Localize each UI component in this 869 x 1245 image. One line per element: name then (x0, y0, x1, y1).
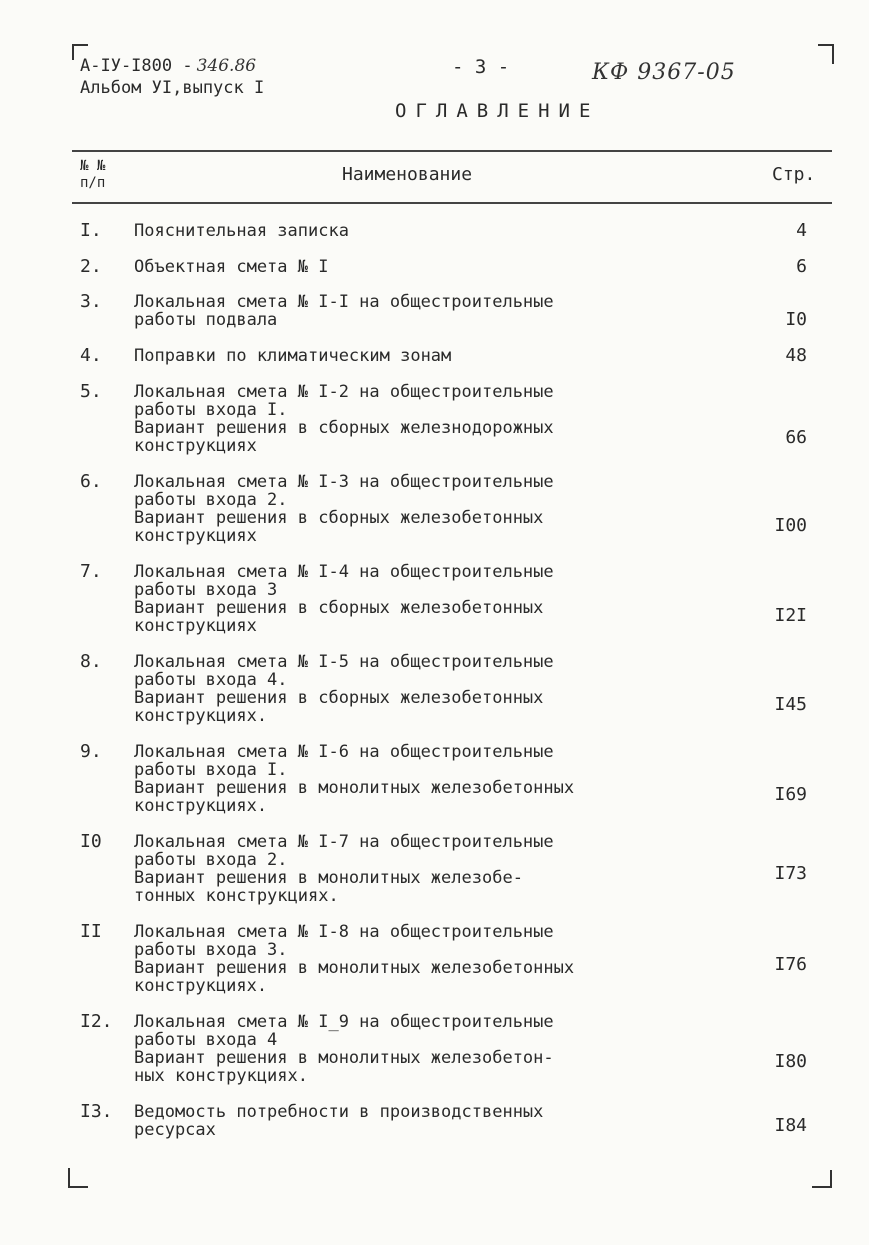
row-number: I0 (80, 831, 102, 852)
archive-code-handwritten: КФ 9367-05 (592, 60, 736, 85)
row-page: 4 (796, 220, 807, 241)
row-title-line: Поправки по климатическим зонам (134, 346, 452, 366)
row-title-line: Вариант решения в монолитных железобетон- (134, 1048, 554, 1068)
row-title-line: Вариант решения в сборных железобетонных (134, 688, 544, 708)
row-page: I2I (774, 605, 807, 626)
row-title-line: конструкциях. (134, 976, 268, 996)
row-number: 9. (80, 741, 102, 762)
row-title-line: работы входа 3 (134, 580, 278, 600)
row-title-line: Локальная смета № I-7 на общестроительные (134, 832, 554, 852)
row-title (134, 293, 554, 329)
row-title-line: конструкциях (134, 436, 257, 456)
row-page: I73 (774, 863, 807, 884)
corner-mark-bottom-left (68, 1168, 88, 1188)
row-title (134, 347, 451, 365)
row-page: I45 (774, 694, 807, 715)
column-header-name: Наименование (342, 164, 473, 185)
row-number: 3. (80, 291, 102, 312)
row-title (134, 258, 328, 276)
row-title-line: конструкциях. (134, 706, 268, 726)
row-title-line: работы подвала (134, 310, 278, 330)
row-page: I00 (774, 515, 807, 536)
row-title-line: Локальная смета № I-2 на общестроительные (134, 382, 554, 402)
row-title-line: работы входа 2. (134, 850, 288, 870)
row-page: 6 (796, 256, 807, 277)
row-title-line: конструкциях. (134, 796, 268, 816)
row-title-line: ресурсах (134, 1120, 216, 1140)
corner-mark-top-right (818, 44, 834, 64)
row-title-line: конструкциях (134, 616, 257, 636)
row-title-line: ных конструкциях. (134, 1066, 308, 1086)
row-title-line: Вариант решения в монолитных железобетонных (134, 958, 575, 978)
row-title (134, 1013, 554, 1085)
row-title-line: работы входа 3. (134, 940, 288, 960)
table-header-rule (72, 202, 832, 204)
row-page: I80 (774, 1051, 807, 1072)
row-title-line: конструкциях (134, 526, 257, 546)
row-title (134, 563, 554, 635)
row-page: I76 (774, 954, 807, 975)
row-title-line: работы входа I. (134, 400, 288, 420)
row-title-line: Локальная смета № I_9 на общестроительные (134, 1012, 554, 1032)
column-header-page: Стр. (772, 164, 816, 185)
document-code-handwritten: 346.86 (196, 56, 257, 76)
row-title-line: Объектная смета № I (134, 257, 329, 277)
document-code-typed: А-IУ-I800 (80, 56, 173, 76)
row-title-line: Вариант решения в сборных железнодорожных (134, 418, 554, 438)
row-title-line: Локальная смета № I-5 на общестроительные (134, 652, 554, 672)
toc-title: ОГЛАВЛЕНИЕ (395, 100, 600, 122)
document-code: А-IУ-I800 - 346.86 (80, 56, 257, 76)
row-number: 2. (80, 256, 102, 277)
row-title-line: Вариант решения в сборных железобетонных (134, 508, 544, 528)
row-title-line: Пояснительная записка (134, 221, 349, 241)
row-title-line: Локальная смета № I-3 на общестроительные (134, 472, 554, 492)
row-title (134, 923, 574, 995)
row-number: 8. (80, 651, 102, 672)
row-number: 4. (80, 345, 102, 366)
column-header-number (80, 158, 105, 192)
row-title (134, 653, 554, 725)
row-title-line: Локальная смета № I-6 на общестроительные (134, 742, 554, 762)
table-top-rule (72, 150, 832, 152)
row-title (134, 743, 574, 815)
row-title-line: работы входа 4. (134, 670, 288, 690)
row-number: 5. (80, 381, 102, 402)
row-title-line: Вариант решения в монолитных железобетонных (134, 778, 575, 798)
row-title-line: тонных конструкциях. (134, 886, 339, 906)
corner-mark-bottom-right (812, 1170, 832, 1188)
album-line: Альбом УI,выпуск I (80, 78, 265, 98)
row-title (134, 383, 554, 455)
row-number: I3. (80, 1101, 113, 1122)
row-page: I0 (785, 309, 807, 330)
column-header-number-bottom: п/п (80, 175, 106, 191)
row-title-line: работы входа 4 (134, 1030, 278, 1050)
row-page: I69 (774, 784, 807, 805)
row-title (134, 1103, 543, 1139)
row-number: 6. (80, 471, 102, 492)
row-title (134, 473, 554, 545)
row-title-line: Локальная смета № I-8 на общестроительные (134, 922, 554, 942)
row-title (134, 222, 349, 240)
column-header-number-top: № № (80, 158, 106, 174)
row-title (134, 833, 554, 905)
row-page: 66 (785, 427, 807, 448)
row-title-line: Локальная смета № I-4 на общестроительные (134, 562, 554, 582)
page-number: - 3 - (452, 56, 510, 78)
row-number: 7. (80, 561, 102, 582)
row-number: I. (80, 220, 102, 241)
row-page: I84 (774, 1115, 807, 1136)
row-page: 48 (785, 345, 807, 366)
row-title-line: работы входа 2. (134, 490, 288, 510)
row-title-line: Вариант решения в сборных железобетонных (134, 598, 544, 618)
row-title-line: Ведомость потребности в производственных (134, 1102, 544, 1122)
row-title-line: Вариант решения в монолитных железобе- (134, 868, 523, 888)
row-title-line: Локальная смета № I-I на общестроительные (134, 292, 554, 312)
row-number: II (80, 921, 102, 942)
row-number: I2. (80, 1011, 113, 1032)
row-title-line: работы входа I. (134, 760, 288, 780)
